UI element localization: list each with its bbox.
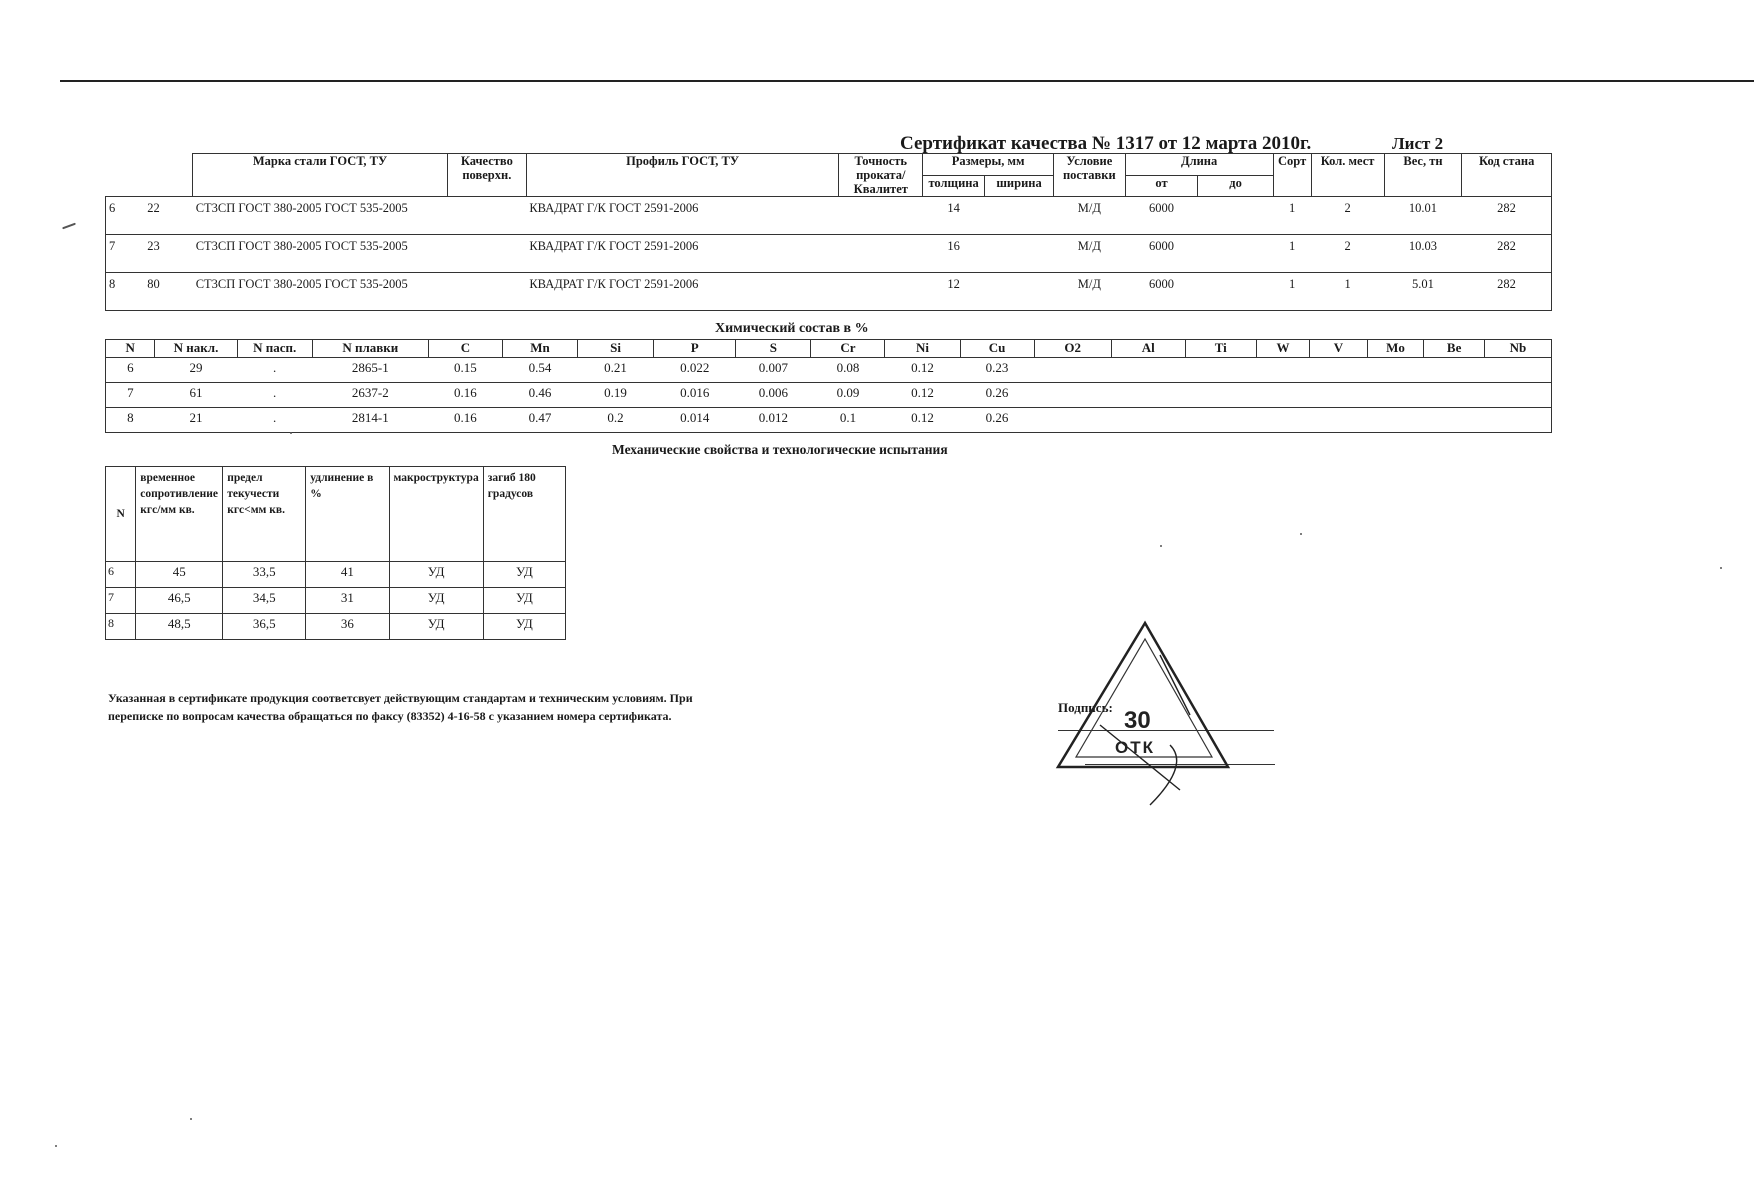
chem-cell: 0.012	[736, 408, 811, 433]
scan-mark	[1720, 567, 1722, 569]
chem-cell	[1367, 358, 1424, 383]
row-places: 2	[1311, 197, 1384, 235]
col-length: Длина	[1125, 154, 1273, 176]
row-width	[984, 273, 1053, 311]
scan-mark	[190, 1118, 192, 1120]
chem-cell: 0.16	[428, 383, 502, 408]
chem-cell: 7	[106, 383, 155, 408]
chem-cell: 0.21	[578, 358, 654, 383]
row-surface	[447, 235, 526, 273]
table-row	[106, 383, 1552, 408]
col-accuracy: Точность проката/ Квалитет	[839, 154, 923, 197]
otk-stamp-icon	[1040, 615, 1280, 815]
chem-cell	[1256, 358, 1309, 383]
row-delivery: М/Д	[1054, 273, 1125, 311]
compliance-note: Указанная в сертификате продукция соответсвует действующим стандартам и техническим условиям. При переписке по вопросам качества обращаться по факсу (83352) 4-16-58 с указанием номера сертификата.	[108, 691, 693, 723]
header-row-1	[106, 154, 1552, 176]
row-accuracy	[839, 273, 923, 311]
row-width	[984, 197, 1053, 235]
chem-col-si: Si	[578, 340, 654, 358]
chem-cell: 0.12	[885, 408, 960, 433]
mech-col-elongation: удлинение в %	[306, 467, 389, 562]
chem-cell	[1424, 383, 1485, 408]
mech-cell: 31	[306, 588, 389, 614]
scan-mark	[290, 432, 292, 434]
row-n2: 23	[144, 235, 193, 273]
mech-cell: УД	[483, 614, 565, 640]
col-profile: Профиль ГОСТ, ТУ	[526, 154, 839, 197]
col-length-to: до	[1198, 175, 1273, 197]
row-n: 7	[106, 235, 145, 273]
mech-cell: 6	[106, 562, 136, 588]
chem-col-v: V	[1310, 340, 1368, 358]
chem-cell: 2637-2	[312, 383, 428, 408]
col-width: ширина	[984, 175, 1053, 197]
chem-cell: 0.08	[811, 358, 885, 383]
row-n2: 80	[144, 273, 193, 311]
mech-col-n: N	[106, 467, 136, 562]
chem-cell: 0.006	[736, 383, 811, 408]
chem-title: Химический состав в %	[715, 321, 869, 336]
mech-col-tensile: временное сопротивление кгс/мм кв.	[136, 467, 223, 562]
scan-mark	[62, 223, 76, 230]
chem-cell	[1424, 358, 1485, 383]
chem-cell: 0.19	[578, 383, 654, 408]
row-length-from: 6000	[1125, 197, 1198, 235]
row-thickness: 16	[923, 235, 985, 273]
signature-label: Подпись:	[1058, 700, 1113, 715]
row-thickness: 14	[923, 197, 985, 235]
mech-cell: 34,5	[223, 588, 306, 614]
chem-col-c: C	[428, 340, 502, 358]
scan-mark	[1300, 533, 1302, 535]
chemistry-table	[105, 339, 1552, 433]
chem-cell: 21	[155, 408, 237, 433]
chem-cell	[1256, 383, 1309, 408]
col-thickness: толщина	[923, 175, 985, 197]
mech-cell: УД	[389, 562, 483, 588]
chem-cell	[1185, 383, 1256, 408]
row-surface	[447, 273, 526, 311]
col-places: Кол. мест	[1311, 154, 1384, 197]
chem-cell: 29	[155, 358, 237, 383]
table-row	[106, 614, 566, 640]
col-sort: Сорт	[1273, 154, 1311, 197]
mech-col-yield: предел текучести кгс<мм кв.	[223, 467, 306, 562]
chem-cell: 0.12	[885, 358, 960, 383]
row-steel: СТ3СП ГОСТ 380-2005 ГОСТ 535-2005	[193, 235, 448, 273]
table-row	[106, 588, 566, 614]
chem-col-mo: Mo	[1367, 340, 1424, 358]
chem-cell	[1034, 383, 1111, 408]
chem-cell	[1111, 383, 1185, 408]
chem-cell	[1310, 358, 1368, 383]
chem-cell: 0.12	[885, 383, 960, 408]
row-code: 282	[1462, 273, 1552, 311]
product-table	[105, 153, 1552, 311]
chem-cell: .	[237, 408, 312, 433]
stamp-number: 30	[1124, 707, 1151, 734]
mech-title: Механические свойства и технологические испытания	[612, 442, 948, 457]
row-sort: 1	[1273, 197, 1311, 235]
chem-cell	[1034, 408, 1111, 433]
mech-cell: 8	[106, 614, 136, 640]
col-dimensions: Размеры, мм	[923, 154, 1054, 176]
row-steel: СТ3СП ГОСТ 380-2005 ГОСТ 535-2005	[193, 197, 448, 235]
col-steel-grade: Марка стали ГОСТ, ТУ	[193, 154, 448, 197]
chem-col-mn: Mn	[502, 340, 577, 358]
chem-cell: .	[237, 358, 312, 383]
chem-cell	[1034, 358, 1111, 383]
row-width	[984, 235, 1053, 273]
chem-cell: 0.46	[502, 383, 577, 408]
col-mill-code: Код стана	[1462, 154, 1552, 197]
row-code: 282	[1462, 197, 1552, 235]
chem-cell: 0.1	[811, 408, 885, 433]
table-row	[106, 358, 1552, 383]
row-delivery: М/Д	[1054, 235, 1125, 273]
chem-col-o2: O2	[1034, 340, 1111, 358]
row-profile: КВАДРАТ Г/К ГОСТ 2591-2006	[526, 197, 839, 235]
chem-cell	[1367, 408, 1424, 433]
chem-col-passport: N пасп.	[237, 340, 312, 358]
chem-col-n: N	[106, 340, 155, 358]
table-row	[106, 408, 1552, 433]
row-sort: 1	[1273, 235, 1311, 273]
chem-cell	[1310, 383, 1368, 408]
row-weight: 10.03	[1384, 235, 1462, 273]
table-row	[106, 562, 566, 588]
certificate-title: Сертификат качества № 1317 от 12 марта 2010г.	[900, 133, 1312, 154]
chem-cell	[1424, 408, 1485, 433]
table-row	[106, 197, 1552, 235]
mech-cell: 7	[106, 588, 136, 614]
chem-cell	[1256, 408, 1309, 433]
scan-mark	[55, 1145, 57, 1147]
chem-col-al: Al	[1111, 340, 1185, 358]
chem-cell: 0.47	[502, 408, 577, 433]
col-delivery: Условие поставки	[1054, 154, 1125, 197]
mech-cell: 46,5	[136, 588, 223, 614]
mech-cell: УД	[389, 614, 483, 640]
chem-header-row	[106, 340, 1552, 358]
row-delivery: М/Д	[1054, 197, 1125, 235]
chem-col-be: Be	[1424, 340, 1485, 358]
row-weight: 10.01	[1384, 197, 1462, 235]
row-surface	[447, 197, 526, 235]
row-profile: КВАДРАТ Г/К ГОСТ 2591-2006	[526, 235, 839, 273]
row-length-to	[1198, 235, 1273, 273]
chem-col-p: P	[654, 340, 736, 358]
chem-col-ni: Ni	[885, 340, 960, 358]
chem-cell: 0.26	[960, 408, 1034, 433]
mech-cell: 36,5	[223, 614, 306, 640]
chem-cell	[1484, 408, 1551, 433]
row-n: 6	[106, 197, 145, 235]
chem-cell: 0.26	[960, 383, 1034, 408]
chem-cell: 0.2	[578, 408, 654, 433]
chem-cell: 0.022	[654, 358, 736, 383]
mech-cell: 41	[306, 562, 389, 588]
chem-cell: 0.09	[811, 383, 885, 408]
table-row	[106, 273, 1552, 311]
chem-cell: 0.014	[654, 408, 736, 433]
chem-cell	[1484, 358, 1551, 383]
chem-cell: 2865-1	[312, 358, 428, 383]
mechanical-table	[105, 466, 566, 640]
chem-col-cu: Cu	[960, 340, 1034, 358]
row-length-to	[1198, 197, 1273, 235]
chem-cell: 6	[106, 358, 155, 383]
chem-cell	[1367, 383, 1424, 408]
row-accuracy	[839, 235, 923, 273]
row-length-from: 6000	[1125, 273, 1198, 311]
chem-cell	[1111, 358, 1185, 383]
mech-col-macro: макроструктура	[389, 467, 483, 562]
row-places: 1	[1311, 273, 1384, 311]
chem-cell: 0.15	[428, 358, 502, 383]
col-length-from: от	[1125, 175, 1198, 197]
row-code: 282	[1462, 235, 1552, 273]
chem-cell: 2814-1	[312, 408, 428, 433]
mech-col-bend: загиб 180 градусов	[483, 467, 565, 562]
mech-header-row	[106, 467, 566, 562]
chem-cell: 8	[106, 408, 155, 433]
chem-cell: 0.16	[428, 408, 502, 433]
chem-cell	[1185, 358, 1256, 383]
col-surface-quality: Качество поверхн.	[447, 154, 526, 197]
mech-cell: УД	[483, 562, 565, 588]
sheet-number: Лист 2	[1392, 134, 1444, 153]
chem-cell: 61	[155, 383, 237, 408]
table-row	[106, 235, 1552, 273]
chem-col-s: S	[736, 340, 811, 358]
mech-cell: 48,5	[136, 614, 223, 640]
top-rule	[60, 80, 1754, 82]
mech-cell: УД	[389, 588, 483, 614]
row-n2: 22	[144, 197, 193, 235]
row-accuracy	[839, 197, 923, 235]
chem-cell: 0.016	[654, 383, 736, 408]
mech-cell: 45	[136, 562, 223, 588]
chem-cell	[1310, 408, 1368, 433]
scan-mark	[1160, 545, 1162, 547]
row-length-to	[1198, 273, 1273, 311]
row-weight: 5.01	[1384, 273, 1462, 311]
chem-cell	[1484, 383, 1551, 408]
chem-cell: .	[237, 383, 312, 408]
chem-col-cr: Cr	[811, 340, 885, 358]
chem-col-invoice: N накл.	[155, 340, 237, 358]
mech-cell: УД	[483, 588, 565, 614]
row-places: 2	[1311, 235, 1384, 273]
chem-col-w: W	[1256, 340, 1309, 358]
stamp-dept: ОТК	[1115, 738, 1155, 757]
chem-cell: 0.54	[502, 358, 577, 383]
row-length-from: 6000	[1125, 235, 1198, 273]
col-weight: Вес, тн	[1384, 154, 1462, 197]
chem-col-nb: Nb	[1484, 340, 1551, 358]
chem-cell	[1111, 408, 1185, 433]
chem-col-heat: N плавки	[312, 340, 428, 358]
row-steel: СТ3СП ГОСТ 380-2005 ГОСТ 535-2005	[193, 273, 448, 311]
mech-cell: 36	[306, 614, 389, 640]
chem-col-ti: Ti	[1185, 340, 1256, 358]
chem-cell	[1185, 408, 1256, 433]
row-sort: 1	[1273, 273, 1311, 311]
mech-cell: 33,5	[223, 562, 306, 588]
row-n: 8	[106, 273, 145, 311]
row-thickness: 12	[923, 273, 985, 311]
row-profile: КВАДРАТ Г/К ГОСТ 2591-2006	[526, 273, 839, 311]
chem-cell: 0.23	[960, 358, 1034, 383]
chem-cell: 0.007	[736, 358, 811, 383]
